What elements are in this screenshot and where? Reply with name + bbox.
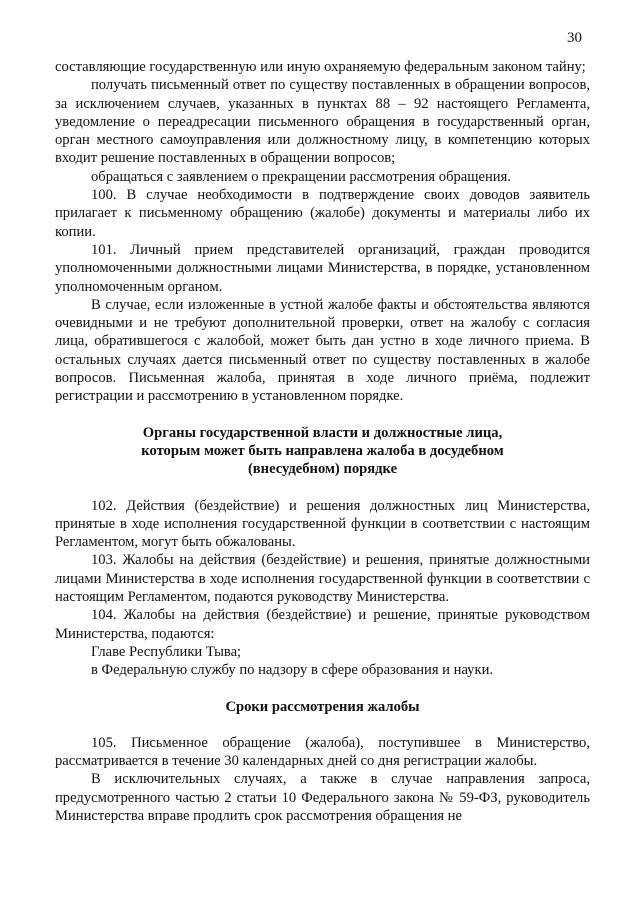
heading-line: (внесудебном) порядке	[247, 461, 398, 478]
paragraph-104-head-of-republic: Главе Республики Тыва;	[91, 643, 242, 660]
paragraph-101: 101. Личный прием представителей организаций, граждан проводится уполномоченными должностными лицами Министерства, в порядке, установленном уполномоченным органом.	[55, 241, 590, 295]
paragraph-103: 103. Жалобы на действия (бездействие) и решения, принятые должностными лицами Министерства в ходе исполнения государственной функции в соответствии с настоящим Регламентом, подаются руководству Министерства.	[55, 552, 590, 606]
page-number: 30	[567, 30, 582, 46]
paragraph-102: 102. Действия (бездействие) и решения должностных лиц Министерства, принятые в ходе исполнения государственной функции в соответствии с настоящим Регламентом, могут быть обжалованы.	[55, 497, 590, 551]
paragraph-105: 105. Письменное обращение (жалоба), поступившее в Министерство, рассматривается в течение 30 календарных дней со дня регистрации жалобы.	[55, 734, 590, 770]
paragraph-104-federal-service: в Федеральную службу по надзору в сфере образования и науки.	[91, 662, 494, 679]
paragraph-101-oral-complaint: В случае, если изложенные в устной жалобе факты и обстоятельства являются очевидными и не требуют дополнительной проверки, ответ на жалобу с согласия лица, обратившегося с жалобой, может быть дан устно в ходе личного приема. В остальных случаях дается письменный ответ по существу поставленных в жалобе вопросов. Письменная жалоба, принятая в ходе личного приёма, подлежит регистрации и рассмотрению в установленном порядке.	[55, 296, 590, 405]
paragraph-105-extension: В исключительных случаях, а также в случае направления запроса, предусмотренного частью 2 статьи 10 Федерального закона № 59-ФЗ, руководитель Министерства вправе продлить срок рассмотрения обращения не	[55, 771, 590, 824]
paragraph-right-to-response: получать письменный ответ по существу поставленных в обращении вопросов, за исключением случаев, указанных в пунктах 88 – 92 настоящего Регламента, уведомление о переадресации письменного обращения в государственный орган, орган местного самоуправления или должностному лицу, в компетенцию которых входит решение поставленных в обращении вопросов;	[55, 77, 590, 167]
paragraph-right-to-withdraw: обращаться с заявлением о прекращении рассмотрения обращения.	[91, 168, 511, 185]
section-heading-authorities	[55, 424, 590, 479]
section-heading-review-terms: Сроки рассмотрения жалобы	[225, 698, 420, 715]
document-body	[55, 58, 590, 825]
heading-line: Органы государственной власти и должностные лица,	[142, 424, 503, 441]
heading-line: которым может быть направлена жалоба в досудебном	[141, 442, 504, 459]
paragraph-continuation: составляющие государственную или иную охраняемую федеральным законом тайну;	[55, 59, 586, 75]
paragraph-100: 100. В случае необходимости в подтверждение своих доводов заявитель прилагает к письменному обращению (жалобе) документы и материалы либо их копии.	[55, 187, 590, 240]
paragraph-104: 104. Жалобы на действия (бездействие) и решение, принятые руководством Министерства, подаются:	[55, 607, 590, 642]
